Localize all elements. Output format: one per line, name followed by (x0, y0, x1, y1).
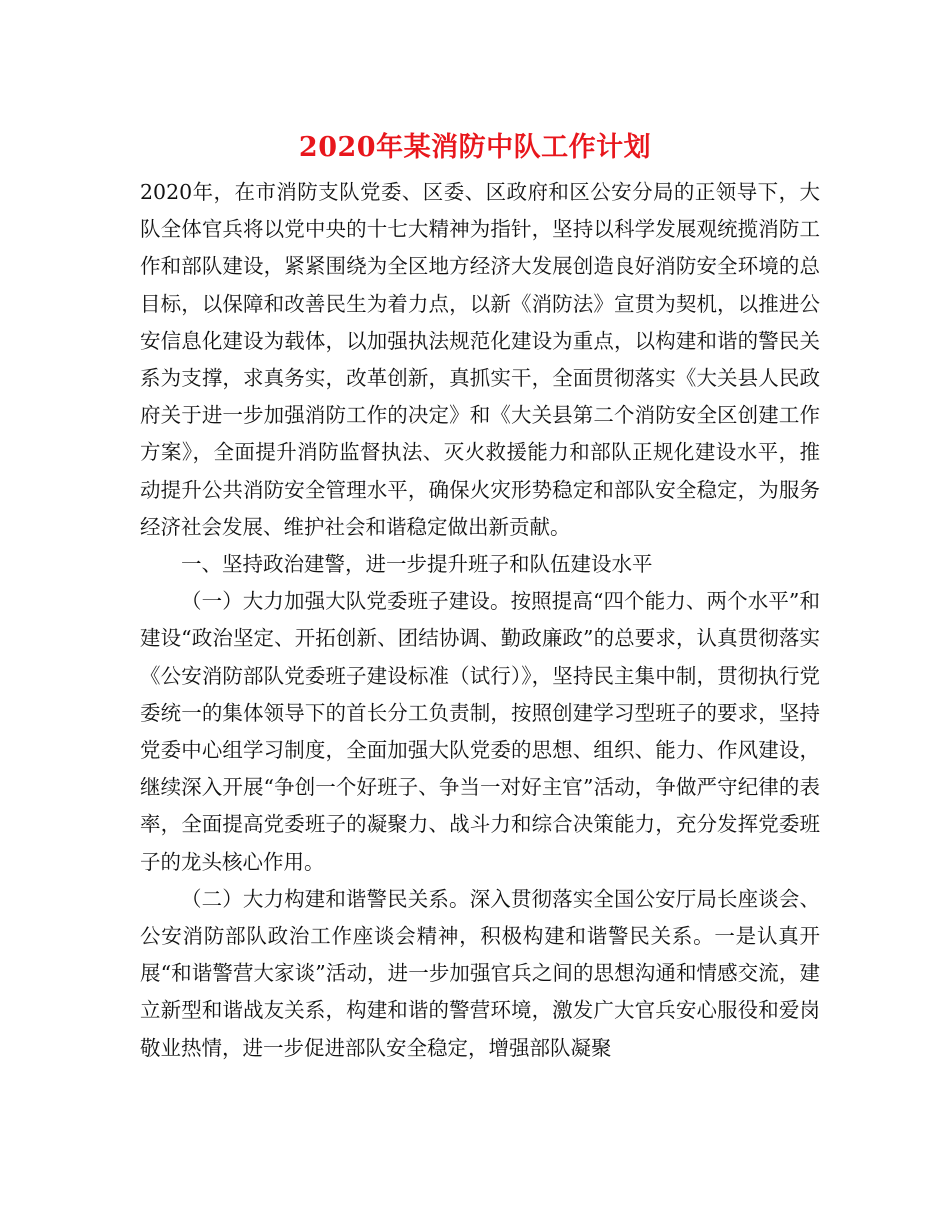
paragraph-intro: 2020年，在市消防支队党委、区委、区政府和区公安分局的正领导下，大队全体官兵将以党中央的十七大精神为指针，坚持以科学发展观统揽消防工作和部队建设，紧紧围绕为全区地方经济大发展创造良好消防安全环境的总目标，以保障和改善民生为着力点，以新《消防法》宣贯为契机，以推进公安信息化建设为载体，以加强执法规范化建设为重点，以构建和谐的警民关系为支撑，求真务实，改革创新，真抓实干，全面贯彻落实《大关县人民政府关于进一步加强消防工作的决定》和《大关县第二个消防安全区创建工作方案》，全面提升消防监督执法、灭火救援能力和部队正规化建设水平，推动提升公共消防安全管理水平，确保火灾形势稳定和部队安全稳定，为服务经济社会发展、维护社会和谐稳定做出新贡献。 (140, 180, 820, 539)
document-title: 2020年某消防中队工作计划 (298, 132, 652, 163)
paragraph-section-1-2: （二）大力构建和谐警民关系。深入贯彻落实全国公安厅局长座谈会、公安消防部队政治工作座谈会精神，积极构建和谐警民关系。一是认真开展“和谐警营大家谈”活动，进一步加强官兵之间的思想沟通和情感交流，建立新型和谐战友关系，构建和谐的警营环境，激发广大官兵安心服役和爱岗敬业热情，进一步促进部队安全稳定，增强部队凝聚 (140, 886, 820, 1060)
paragraph-section-1-1: （一）大力加强大队党委班子建设。按照提高“四个能力、两个水平”和建设“政治坚定、开拓创新、团结协调、勤政廉政”的总要求，认真贯彻落实《公安消防部队党委班子建设标准（试行）》，坚持民主集中制，贯彻执行党委统一的集体领导下的首长分工负责制，按照创建学习型班子的要求，坚持党委中心组学习制度，全面加强大队党委的思想、组织、能力、作风建设，继续深入开展“争创一个好班子、争当一对好主官”活动，争做严守纪律的表率，全面提高党委班子的凝聚力、战斗力和综合决策能力，充分发挥党委班子的龙头核心作用。 (140, 589, 820, 874)
section-heading-1: 一、坚持政治建警，进一步提升班子和队伍建设水平 (181, 552, 653, 577)
document-body (140, 174, 820, 1067)
